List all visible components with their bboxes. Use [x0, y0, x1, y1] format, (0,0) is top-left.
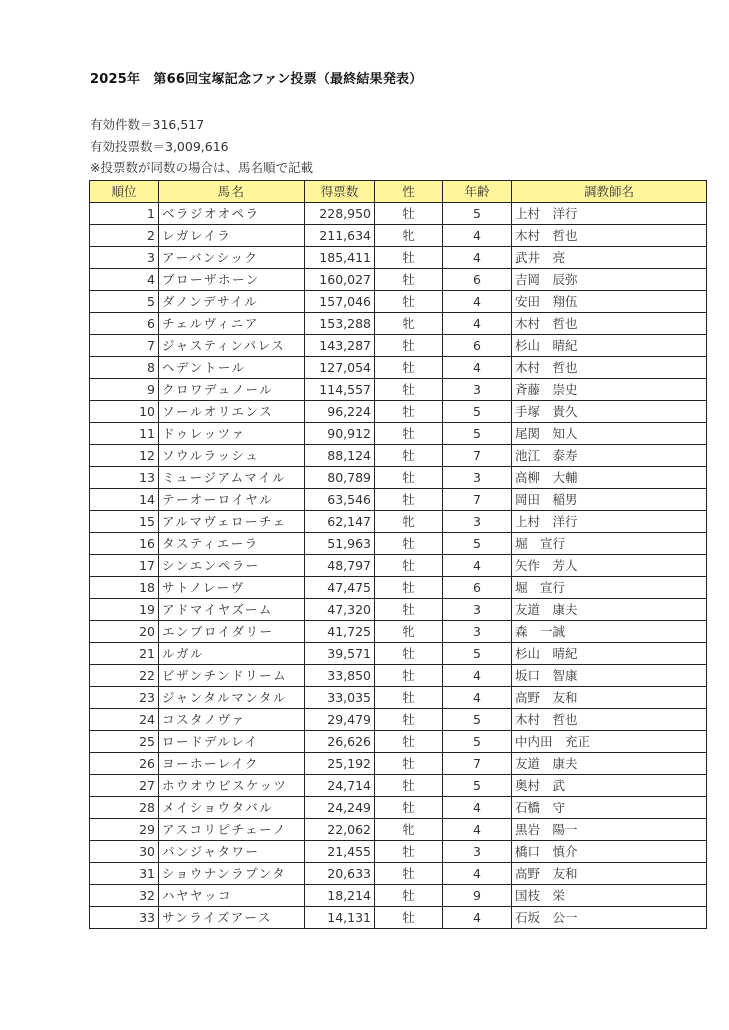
votes-cell: 39,571 [305, 643, 375, 665]
sex-cell: 牝 [375, 621, 443, 643]
sex-cell: 牡 [375, 291, 443, 313]
age-cell: 3 [443, 467, 512, 489]
votes-cell: 14,131 [305, 907, 375, 929]
age-cell: 3 [443, 379, 512, 401]
age-cell: 5 [443, 709, 512, 731]
rank-cell: 18 [90, 577, 159, 599]
trainer-cell: 高野 友和 [512, 687, 707, 709]
table-row [90, 225, 707, 247]
table-row [90, 423, 707, 445]
trainer-cell: 上村 洋行 [512, 511, 707, 533]
trainer-cell: 黒岩 陽一 [512, 819, 707, 841]
rank-cell: 7 [90, 335, 159, 357]
sex-cell: 牡 [375, 379, 443, 401]
sex-cell: 牡 [375, 731, 443, 753]
sex-cell: 牡 [375, 269, 443, 291]
age-cell: 5 [443, 401, 512, 423]
horse-name-cell: ソウルラッシュ [159, 445, 305, 467]
table-row [90, 291, 707, 313]
rank-cell: 6 [90, 313, 159, 335]
trainer-cell: 斉藤 崇史 [512, 379, 707, 401]
age-cell: 7 [443, 445, 512, 467]
horse-name-cell: サトノレーヴ [159, 577, 305, 599]
trainer-cell: 坂口 智康 [512, 665, 707, 687]
votes-cell: 18,214 [305, 885, 375, 907]
sex-cell: 牡 [375, 357, 443, 379]
rank-cell: 11 [90, 423, 159, 445]
sex-cell: 牡 [375, 643, 443, 665]
rank-cell: 9 [90, 379, 159, 401]
trainer-cell: 中内田 充正 [512, 731, 707, 753]
sex-cell: 牡 [375, 687, 443, 709]
rank-cell: 33 [90, 907, 159, 929]
sex-cell: 牡 [375, 335, 443, 357]
page-title: 2025年 第66回宝塚記念ファン投票（最終結果発表） [90, 72, 423, 87]
horse-name-cell: サンライズアース [159, 907, 305, 929]
votes-cell: 33,035 [305, 687, 375, 709]
horse-name-cell: アスコリピチェーノ [159, 819, 305, 841]
trainer-cell: 石橋 守 [512, 797, 707, 819]
table-row [90, 907, 707, 929]
table-row [90, 841, 707, 863]
votes-cell: 211,634 [305, 225, 375, 247]
header-trainer: 調教師名 [512, 181, 707, 203]
rank-cell: 8 [90, 357, 159, 379]
trainer-cell: 岡田 稲男 [512, 489, 707, 511]
sex-cell: 牡 [375, 775, 443, 797]
table-row [90, 335, 707, 357]
rank-cell: 24 [90, 709, 159, 731]
rank-cell: 25 [90, 731, 159, 753]
age-cell: 5 [443, 203, 512, 225]
horse-name-cell: ロードデルレイ [159, 731, 305, 753]
horse-name-cell: シンエンペラー [159, 555, 305, 577]
sex-cell: 牡 [375, 533, 443, 555]
table-row [90, 687, 707, 709]
trainer-cell: 手塚 貴久 [512, 401, 707, 423]
table-row [90, 247, 707, 269]
age-cell: 5 [443, 643, 512, 665]
age-cell: 7 [443, 753, 512, 775]
rank-cell: 21 [90, 643, 159, 665]
table-row [90, 445, 707, 467]
votes-cell: 51,963 [305, 533, 375, 555]
rank-cell: 4 [90, 269, 159, 291]
votes-cell: 26,626 [305, 731, 375, 753]
table-row [90, 863, 707, 885]
votes-cell: 29,479 [305, 709, 375, 731]
horse-name-cell: ホウオウビスケッツ [159, 775, 305, 797]
rank-cell: 3 [90, 247, 159, 269]
trainer-cell: 尾関 知人 [512, 423, 707, 445]
votes-cell: 48,797 [305, 555, 375, 577]
header-sex: 性 [375, 181, 443, 203]
sex-cell: 牡 [375, 555, 443, 577]
age-cell: 7 [443, 489, 512, 511]
sex-cell: 牡 [375, 665, 443, 687]
sex-cell: 牝 [375, 511, 443, 533]
table-row [90, 665, 707, 687]
sex-cell: 牡 [375, 467, 443, 489]
age-cell: 4 [443, 225, 512, 247]
horse-name-cell: アドマイヤズーム [159, 599, 305, 621]
table-row [90, 379, 707, 401]
trainer-cell: 友道 康夫 [512, 753, 707, 775]
table-row [90, 269, 707, 291]
trainer-cell: 上村 洋行 [512, 203, 707, 225]
horse-name-cell: クロワデュノール [159, 379, 305, 401]
votes-cell: 160,027 [305, 269, 375, 291]
table-row [90, 555, 707, 577]
sex-cell: 牡 [375, 489, 443, 511]
trainer-cell: 森 一誠 [512, 621, 707, 643]
table-row [90, 819, 707, 841]
tie-order-note: ※投票数が同数の場合は、馬名順で記載 [90, 160, 313, 175]
table-row [90, 753, 707, 775]
table-row [90, 731, 707, 753]
age-cell: 6 [443, 577, 512, 599]
trainer-cell: 池江 泰寿 [512, 445, 707, 467]
trainer-cell: 木村 哲也 [512, 709, 707, 731]
votes-cell: 157,046 [305, 291, 375, 313]
trainer-cell: 国枝 栄 [512, 885, 707, 907]
table-body [90, 203, 707, 929]
trainer-cell: 杉山 晴紀 [512, 335, 707, 357]
horse-name-cell: ミュージアムマイル [159, 467, 305, 489]
horse-name-cell: ショウナンラプンタ [159, 863, 305, 885]
age-cell: 4 [443, 687, 512, 709]
table-row [90, 511, 707, 533]
age-cell: 5 [443, 423, 512, 445]
age-cell: 4 [443, 665, 512, 687]
trainer-cell: 木村 哲也 [512, 225, 707, 247]
table-row [90, 313, 707, 335]
table-row [90, 357, 707, 379]
trainer-cell: 石坂 公一 [512, 907, 707, 929]
trainer-cell: 橋口 慎介 [512, 841, 707, 863]
horse-name-cell: ヨーホーレイク [159, 753, 305, 775]
sex-cell: 牡 [375, 203, 443, 225]
header-votes: 得票数 [305, 181, 375, 203]
votes-cell: 47,320 [305, 599, 375, 621]
rank-cell: 22 [90, 665, 159, 687]
valid-votes-count: 有効投票数＝3,009,616 [90, 139, 229, 154]
table-row [90, 797, 707, 819]
rank-cell: 27 [90, 775, 159, 797]
horse-name-cell: ハヤヤッコ [159, 885, 305, 907]
sex-cell: 牡 [375, 709, 443, 731]
votes-cell: 33,850 [305, 665, 375, 687]
age-cell: 3 [443, 599, 512, 621]
votes-cell: 62,147 [305, 511, 375, 533]
sex-cell: 牡 [375, 841, 443, 863]
age-cell: 4 [443, 313, 512, 335]
fan-vote-results-table [89, 180, 707, 929]
horse-name-cell: パンジャタワー [159, 841, 305, 863]
age-cell: 3 [443, 621, 512, 643]
votes-cell: 127,054 [305, 357, 375, 379]
votes-cell: 143,287 [305, 335, 375, 357]
table-row [90, 709, 707, 731]
rank-cell: 20 [90, 621, 159, 643]
table-row [90, 203, 707, 225]
trainer-cell: 武井 亮 [512, 247, 707, 269]
table-header-row [90, 181, 707, 203]
horse-name-cell: ヘデントール [159, 357, 305, 379]
rank-cell: 13 [90, 467, 159, 489]
age-cell: 4 [443, 357, 512, 379]
table-row [90, 885, 707, 907]
trainer-cell: 安田 翔伍 [512, 291, 707, 313]
votes-cell: 24,714 [305, 775, 375, 797]
votes-cell: 96,224 [305, 401, 375, 423]
rank-cell: 30 [90, 841, 159, 863]
votes-cell: 88,124 [305, 445, 375, 467]
sex-cell: 牡 [375, 863, 443, 885]
votes-cell: 153,288 [305, 313, 375, 335]
horse-name-cell: アルマヴェローチェ [159, 511, 305, 533]
trainer-cell: 杉山 晴紀 [512, 643, 707, 665]
votes-cell: 80,789 [305, 467, 375, 489]
trainer-cell: 友道 康夫 [512, 599, 707, 621]
votes-cell: 63,546 [305, 489, 375, 511]
age-cell: 4 [443, 797, 512, 819]
rank-cell: 17 [90, 555, 159, 577]
votes-cell: 20,633 [305, 863, 375, 885]
sex-cell: 牡 [375, 423, 443, 445]
votes-cell: 25,192 [305, 753, 375, 775]
header-horse-name: 馬名 [159, 181, 305, 203]
header-age: 年齢 [443, 181, 512, 203]
sex-cell: 牡 [375, 401, 443, 423]
table-row [90, 467, 707, 489]
horse-name-cell: ドゥレッツァ [159, 423, 305, 445]
votes-cell: 21,455 [305, 841, 375, 863]
rank-cell: 12 [90, 445, 159, 467]
rank-cell: 15 [90, 511, 159, 533]
horse-name-cell: チェルヴィニア [159, 313, 305, 335]
rank-cell: 16 [90, 533, 159, 555]
age-cell: 4 [443, 247, 512, 269]
rank-cell: 28 [90, 797, 159, 819]
age-cell: 4 [443, 291, 512, 313]
rank-cell: 29 [90, 819, 159, 841]
trainer-cell: 吉岡 辰弥 [512, 269, 707, 291]
trainer-cell: 高柳 大輔 [512, 467, 707, 489]
votes-cell: 114,557 [305, 379, 375, 401]
rank-cell: 14 [90, 489, 159, 511]
trainer-cell: 堀 宣行 [512, 577, 707, 599]
horse-name-cell: ビザンチンドリーム [159, 665, 305, 687]
horse-name-cell: ジャスティンパレス [159, 335, 305, 357]
rank-cell: 19 [90, 599, 159, 621]
votes-cell: 41,725 [305, 621, 375, 643]
table-row [90, 643, 707, 665]
votes-cell: 185,411 [305, 247, 375, 269]
sex-cell: 牡 [375, 797, 443, 819]
horse-name-cell: ベラジオオペラ [159, 203, 305, 225]
sex-cell: 牡 [375, 907, 443, 929]
sex-cell: 牡 [375, 753, 443, 775]
rank-cell: 2 [90, 225, 159, 247]
age-cell: 5 [443, 731, 512, 753]
votes-cell: 22,062 [305, 819, 375, 841]
trainer-cell: 高野 友和 [512, 863, 707, 885]
trainer-cell: 木村 哲也 [512, 313, 707, 335]
rank-cell: 31 [90, 863, 159, 885]
horse-name-cell: エンブロイダリー [159, 621, 305, 643]
horse-name-cell: タスティエーラ [159, 533, 305, 555]
rank-cell: 32 [90, 885, 159, 907]
age-cell: 5 [443, 533, 512, 555]
header-rank: 順位 [90, 181, 159, 203]
age-cell: 6 [443, 269, 512, 291]
table-row [90, 401, 707, 423]
rank-cell: 5 [90, 291, 159, 313]
horse-name-cell: レガレイラ [159, 225, 305, 247]
table-row [90, 577, 707, 599]
table-row [90, 775, 707, 797]
rank-cell: 26 [90, 753, 159, 775]
age-cell: 4 [443, 863, 512, 885]
sex-cell: 牡 [375, 599, 443, 621]
votes-cell: 24,249 [305, 797, 375, 819]
votes-cell: 228,950 [305, 203, 375, 225]
sex-cell: 牡 [375, 247, 443, 269]
age-cell: 4 [443, 907, 512, 929]
horse-name-cell: ルガル [159, 643, 305, 665]
trainer-cell: 奥村 武 [512, 775, 707, 797]
votes-cell: 47,475 [305, 577, 375, 599]
table-row [90, 533, 707, 555]
sex-cell: 牡 [375, 577, 443, 599]
sex-cell: 牝 [375, 313, 443, 335]
age-cell: 4 [443, 819, 512, 841]
table-row [90, 621, 707, 643]
horse-name-cell: ソールオリエンス [159, 401, 305, 423]
sex-cell: 牝 [375, 819, 443, 841]
horse-name-cell: ブローザホーン [159, 269, 305, 291]
valid-entries-count: 有効件数＝316,517 [90, 117, 205, 132]
horse-name-cell: アーバンシック [159, 247, 305, 269]
rank-cell: 1 [90, 203, 159, 225]
rank-cell: 10 [90, 401, 159, 423]
age-cell: 3 [443, 511, 512, 533]
sex-cell: 牡 [375, 885, 443, 907]
sex-cell: 牡 [375, 445, 443, 467]
age-cell: 4 [443, 555, 512, 577]
horse-name-cell: コスタノヴァ [159, 709, 305, 731]
age-cell: 6 [443, 335, 512, 357]
horse-name-cell: ジャンタルマンタル [159, 687, 305, 709]
rank-cell: 23 [90, 687, 159, 709]
trainer-cell: 矢作 芳人 [512, 555, 707, 577]
trainer-cell: 堀 宣行 [512, 533, 707, 555]
table-row [90, 599, 707, 621]
horse-name-cell: ダノンデサイル [159, 291, 305, 313]
age-cell: 5 [443, 775, 512, 797]
age-cell: 9 [443, 885, 512, 907]
table-row [90, 489, 707, 511]
votes-cell: 90,912 [305, 423, 375, 445]
horse-name-cell: テーオーロイヤル [159, 489, 305, 511]
trainer-cell: 木村 哲也 [512, 357, 707, 379]
sex-cell: 牝 [375, 225, 443, 247]
age-cell: 3 [443, 841, 512, 863]
horse-name-cell: メイショウタバル [159, 797, 305, 819]
